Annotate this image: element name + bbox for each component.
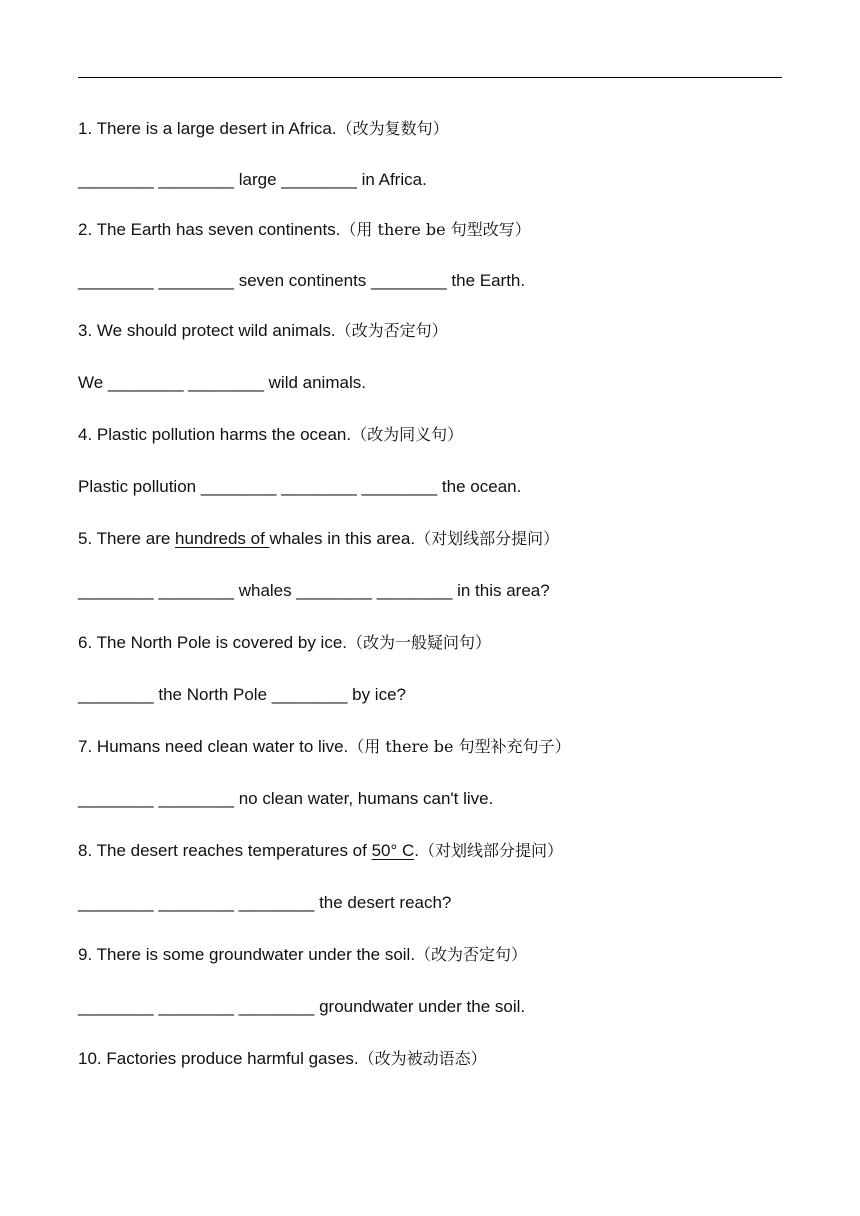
exercise-7-number: 7. [78, 737, 93, 756]
exercise-10-number: 10. [78, 1049, 102, 1068]
exercise-2-number: 2. [78, 220, 93, 239]
exercise-8-question [78, 839, 563, 863]
exercise-9-instruction: （改为否定句） [415, 945, 528, 964]
exercise-5-sentence-before: There are [92, 529, 176, 548]
exercise-5-underlined: hundreds of [175, 529, 270, 548]
exercise-8-sentence-after: . [414, 841, 420, 860]
exercise-3-answer: We ________ ________ wild animals. [78, 373, 366, 392]
exercise-2-sentence: The Earth has seven continents. [92, 220, 341, 239]
exercise-6-instruction: （改为一般疑问句） [347, 633, 492, 652]
exercise-6-number: 6. [78, 633, 93, 652]
exercise-6-answer: ________ the North Pole ________ by ice? [78, 685, 406, 704]
exercise-8-underlined: 50° C [371, 841, 415, 860]
exercise-5-answer: ________ ________ whales ________ ________ in this area? [78, 581, 550, 600]
exercise-3-question [78, 319, 448, 343]
exercise-10-sentence: Factories produce harmful gases. [101, 1049, 359, 1068]
exercise-3-instruction: （改为否定句） [335, 321, 448, 340]
exercise-6-sentence: The North Pole is covered by ice. [92, 633, 347, 652]
exercise-4-instruction: （改为同义句） [351, 425, 464, 444]
exercise-1-instruction: （改为复数句） [336, 119, 449, 138]
exercise-4-number: 4. [78, 425, 93, 444]
exercise-7-instruction: （用 there be 句型补充句子） [348, 737, 571, 756]
exercise-7-answer: ________ ________ no clean water, humans can't live. [78, 789, 494, 808]
exercise-5-number: 5. [78, 529, 93, 548]
exercise-1-answer: ________ ________ large ________ in Africa. [78, 170, 427, 189]
exercise-6-question [78, 631, 491, 655]
exercise-4-sentence: Plastic pollution harms the ocean. [92, 425, 352, 444]
exercise-2-answer: ________ ________ seven continents ________ the Earth. [78, 271, 526, 290]
exercise-1-sentence: There is a large desert in Africa. [92, 119, 337, 138]
exercise-7-sentence: Humans need clean water to live. [92, 737, 349, 756]
exercise-8-answer: ________ ________ ________ the desert reach? [78, 893, 452, 912]
header-rule [78, 77, 782, 78]
exercise-8-sentence-before: The desert reaches temperatures of [92, 841, 372, 860]
exercise-2-instruction: （用 there be 句型改写） [340, 220, 531, 239]
exercise-3-sentence: We should protect wild animals. [92, 321, 336, 340]
exercise-4-answer: Plastic pollution ________ ________ ________ the ocean. [78, 477, 522, 496]
exercise-4-question [78, 423, 463, 447]
exercise-8-number: 8. [78, 841, 93, 860]
exercise-1-question [78, 117, 449, 141]
exercise-2-question [78, 218, 531, 242]
exercise-9-sentence: There is some groundwater under the soil. [92, 945, 416, 964]
exercise-10-instruction: （改为被动语态） [358, 1049, 487, 1068]
exercise-8-instruction: （对划线部分提问） [419, 841, 564, 860]
exercise-9-question [78, 943, 527, 967]
exercise-9-answer: ________ ________ ________ groundwater under the soil. [78, 997, 526, 1016]
exercise-7-question [78, 735, 571, 759]
exercise-5-instruction: （对划线部分提问） [415, 529, 560, 548]
exercise-5-sentence-after: whales in this area. [269, 529, 416, 548]
exercise-5-question [78, 527, 559, 551]
exercise-3-number: 3. [78, 321, 93, 340]
exercise-1-number: 1. [78, 119, 93, 138]
exercise-10-question [78, 1047, 487, 1071]
exercise-9-number: 9. [78, 945, 93, 964]
